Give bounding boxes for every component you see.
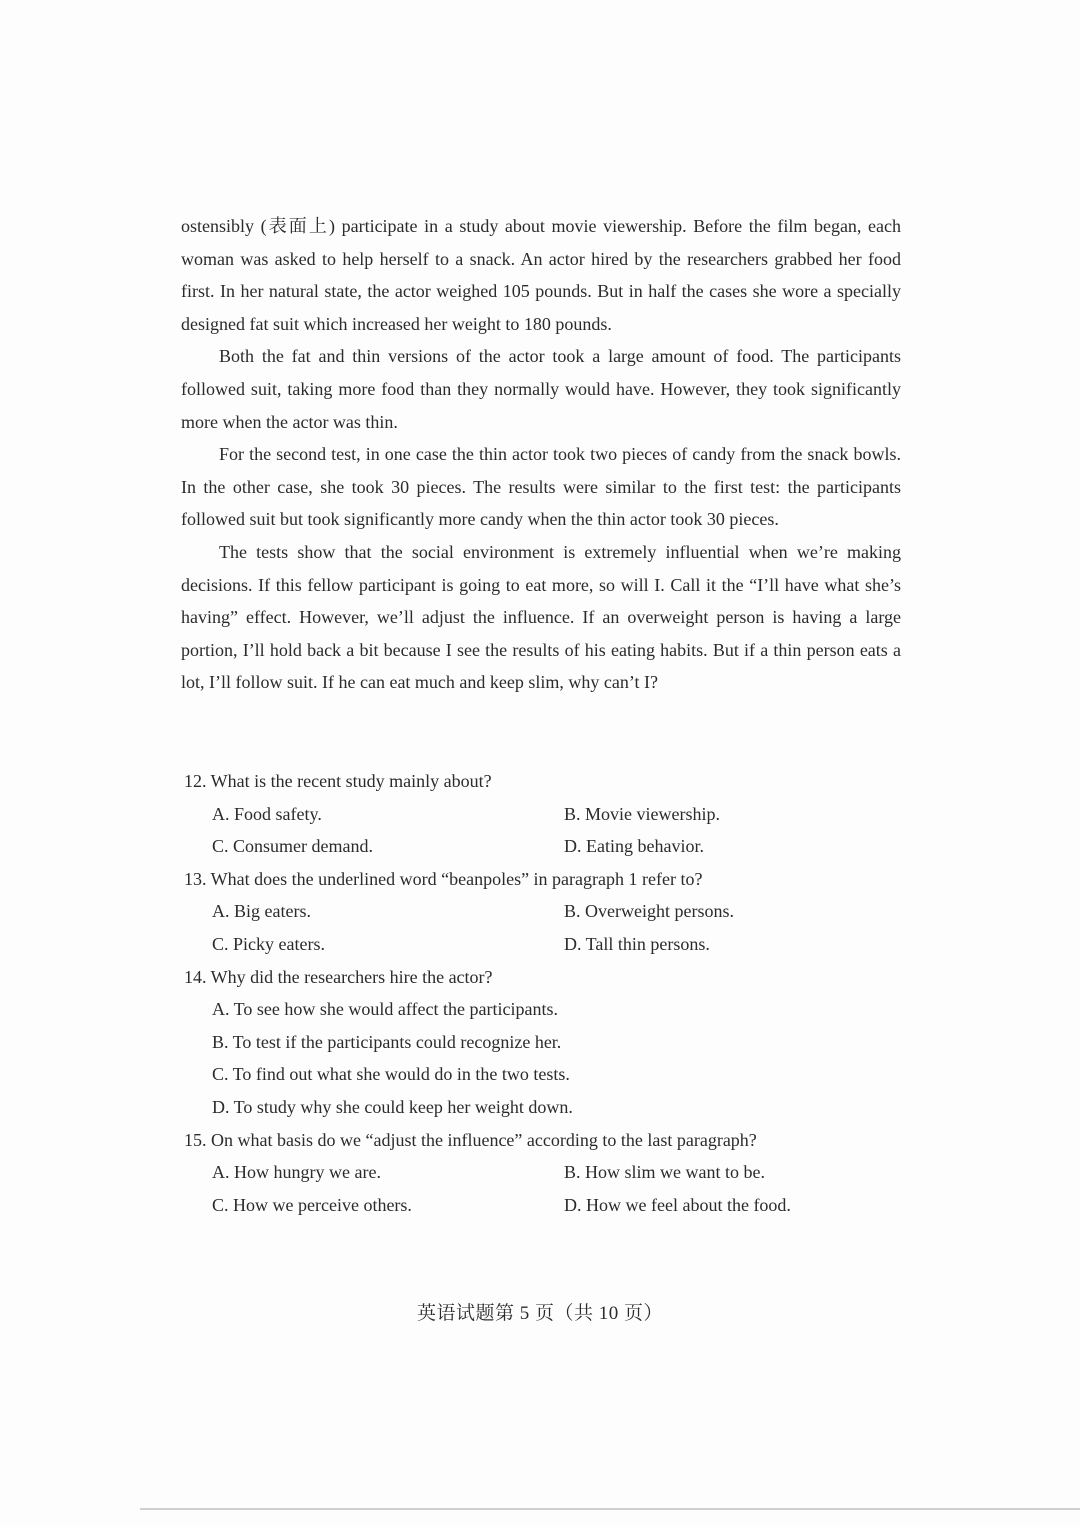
scan-edge-line xyxy=(140,1508,1080,1510)
option-group xyxy=(212,993,904,1123)
option-a: A. To see how she would affect the participants. xyxy=(212,999,558,1020)
reading-passage xyxy=(181,210,901,699)
question-stem: 13. What does the underlined word “beanpoles” in paragraph 1 refer to? xyxy=(184,868,703,889)
question-stem: 12. What is the recent study mainly about? xyxy=(184,771,492,791)
option-a: A. How hungry we are. xyxy=(212,1162,381,1183)
option-d: D. How we feel about the food. xyxy=(564,1194,791,1215)
passage-paragraph: Both the fat and thin versions of the actor took a large amount of food. The participants followed suit, taking more food than they normally would have. However, they took significantly more when the actor was thin. xyxy=(181,346,901,432)
question-14 xyxy=(184,961,904,1124)
option-a: A. Big eaters. xyxy=(212,901,311,922)
passage-paragraph: The tests show that the social environment is extremely influential when we’re making decisions. If this fellow participant is going to eat more, so will I. Call it the “I’ll have what she’s having” effect. However, we’ll adjust the influence. If an overweight person is having a large portion, I’ll hold back a bit because I see the results of his eating habits. But if a thin person eats a lot, I’ll follow suit. If he can eat much and keep slim, why can’t I? xyxy=(181,541,901,693)
option-c: C. How we perceive others. xyxy=(212,1194,412,1215)
question-12 xyxy=(184,765,904,863)
option-b: B. Overweight persons. xyxy=(564,901,734,922)
question-stem: 15. On what basis do we “adjust the influence” according to the last paragraph? xyxy=(184,1129,757,1150)
option-d: D. Eating behavior. xyxy=(564,836,704,857)
passage-paragraph: ostensibly (表面上) participate in a study about movie viewership. Before the film began, each woman was asked to help herself to a snack. An actor hired by the researchers grabbed her food first. In her natural state, the actor weighed 105 pounds. But in half the cases she wore a specially designed fat suit which increased her weight to 180 pounds. xyxy=(181,216,901,334)
question-13 xyxy=(184,863,904,961)
option-b: B. To test if the participants could recognize her. xyxy=(212,1031,562,1052)
option-d: D. To study why she could keep her weight down. xyxy=(212,1096,573,1117)
question-stem: 14. Why did the researchers hire the actor? xyxy=(184,966,493,987)
option-b: B. Movie viewership. xyxy=(564,803,720,824)
option-group xyxy=(212,798,904,863)
option-group xyxy=(212,895,904,960)
option-c: C. Consumer demand. xyxy=(212,836,373,857)
option-group xyxy=(212,1156,904,1221)
question-15 xyxy=(184,1124,904,1222)
passage-paragraph: For the second test, in one case the thin actor took two pieces of candy from the snack bowls. In the other case, she took 30 pieces. The results were similar to the first test: the participants followed suit but took significantly more candy when the thin actor took 30 pieces. xyxy=(181,444,901,530)
option-d: D. Tall thin persons. xyxy=(564,933,710,954)
option-b: B. How slim we want to be. xyxy=(564,1162,765,1183)
question-list xyxy=(184,765,904,1221)
page-footer: 英语试题第 5 页（共 10 页） xyxy=(416,1303,663,1324)
option-c: C. Picky eaters. xyxy=(212,933,325,954)
option-c: C. To find out what she would do in the two tests. xyxy=(212,1064,570,1085)
option-a: A. Food safety. xyxy=(212,803,322,824)
